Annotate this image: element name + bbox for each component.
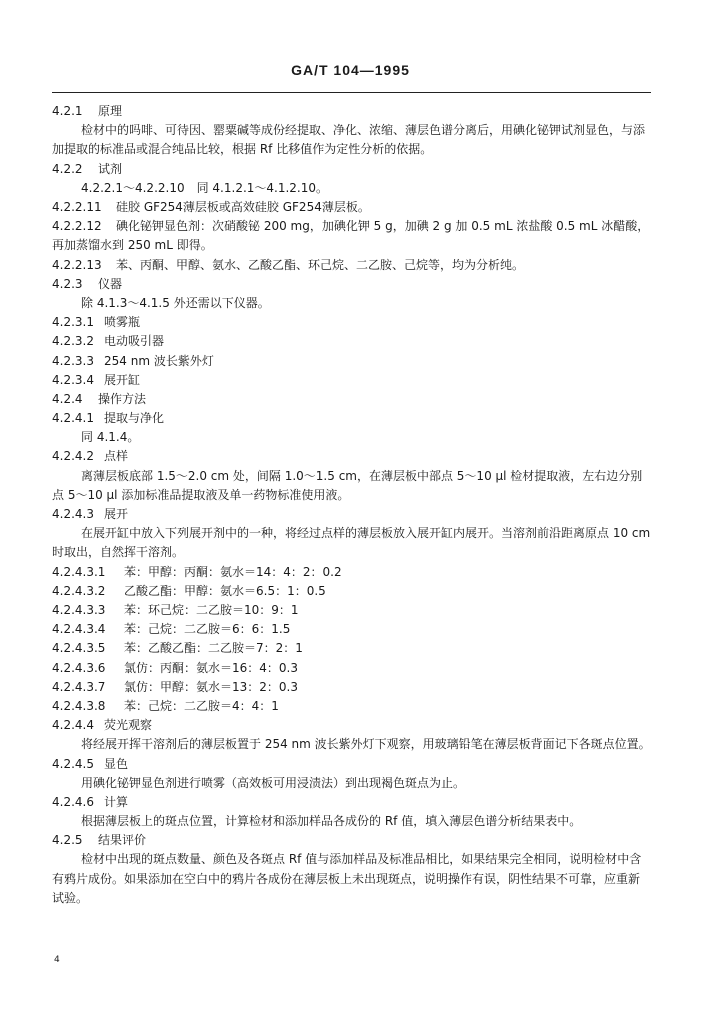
section-number: 4.2.4.3.3 [52,603,106,617]
section-heading [52,831,651,850]
section-heading [52,409,651,428]
section-heading [52,313,651,332]
section-text: 电动吸引器 [104,334,165,349]
section-text: 仪器 [98,276,123,291]
section-number: 4.2.2.11 [52,199,102,214]
section-heading [52,256,651,275]
section-heading [52,390,651,409]
section-number: 4.2.4.5 [52,756,94,771]
section-number: 4.2.2 [52,161,83,176]
section-number: 4.2.3.3 [52,353,94,368]
page-number: 4 [54,955,60,965]
paragraph: 将经展开挥干溶剂后的薄层板置于 254 nm 波长紫外灯下观察，用玻璃铅笔在薄层板背面记下各斑点位置。 [81,737,651,752]
section-number: 4.2.4.6 [52,794,94,809]
section-heading [52,678,651,697]
section-heading [52,505,651,524]
section-text: 苯：甲醇：丙酮：氨水＝14：4：2：0.2 [124,564,342,579]
section-heading [52,659,651,678]
section-text: 苯：环己烷：二乙胺＝10：9：1 [124,603,299,617]
section-text: 氯仿：甲醇：氨水＝13：2：0.3 [124,679,298,694]
section-text: 试剂 [98,161,123,176]
section-heading [52,601,651,620]
section-text: 操作方法 [98,391,147,406]
section-text: 苯：乙酸乙酯：二乙胺＝7：2：1 [124,641,303,656]
paragraph: 在展开缸中放入下列展开剂中的一种，将经过点样的薄层板放入展开缸内展开。当溶剂前沿距离原点 10 cm 时取出，自然挥干溶剂。 [52,526,651,560]
section-text: 计算 [104,794,129,809]
section-heading [52,793,651,812]
section-number: 4.2.3.2 [52,334,94,349]
section-text: 碘化铋钾显色剂：次硝酸铋 200 mg，加碘化钾 5 g，加碘 2 g 加 0.5 mL 浓盐酸 0.5 mL 冰醋酸，再加蒸馏水到 250 mL 即得。 [52,219,650,253]
section-number: 4.2.4.3.7 [52,679,106,694]
document-body [52,102,651,908]
section-text: 结果评价 [98,833,147,848]
standard-code-header: GA/T 104—1995 [291,62,410,78]
section-heading [52,352,651,371]
section-heading [52,275,651,294]
section-text: 254 nm 波长紫外灯 [104,353,214,368]
section-number: 4.2.5 [52,833,83,848]
section-number: 4.2.2.12 [52,219,102,234]
section-number: 4.2.3.1 [52,315,94,330]
section-text: 乙酸乙酯：甲醇：氨水＝6.5：1：0.5 [124,583,326,598]
section-text: 氯仿：丙酮：氨水＝16：4：0.3 [124,660,298,675]
section-number: 4.2.4.3.8 [52,698,106,713]
section-heading [52,755,651,774]
section-number: 4.2.4.3.1 [52,564,106,579]
indented-text: 同 4.1.4。 [81,430,140,445]
paragraph: 检材中出现的斑点数量、颜色及各斑点 Rf 值与添加样品及标准品相比，如果结果完全相同，说明检材中含有鸦片成份。如果添加在空白中的鸦片各成份在薄层板上未出现斑点，说明操作有误，阴性结果不可靠，应重新试验。 [52,852,642,905]
section-number: 4.2.3.4 [52,372,94,387]
section-heading [52,563,651,582]
section-heading [52,217,651,255]
section-number: 4.2.4.3.5 [52,641,106,656]
section-heading [52,371,651,390]
section-text: 苯：己烷：二乙胺＝6：6：1.5 [124,622,291,637]
section-text: 点样 [104,449,129,464]
section-heading [52,639,651,658]
section-heading [52,716,651,735]
paragraph: 用碘化铋钾显色剂进行喷雾（高效板可用浸渍法）到出现褐色斑点为止。 [81,775,466,790]
section-number: 4.2.4.4 [52,718,94,733]
section-text: 硅胶 GF254薄层板或高效硅胶 GF254薄层板。 [116,199,370,214]
section-heading [52,102,651,121]
paragraph: 根据薄层板上的斑点位置，计算检材和添加样品各成份的 Rf 值，填入薄层色谱分析结果表中。 [81,814,582,829]
section-heading [52,620,651,639]
section-heading [52,447,651,466]
paragraph: 离薄层板底部 1.5～2.0 cm 处，间隔 1.0～1.5 cm，在薄层板中部点 5～10 μl 检材提取液，左右边分别点 5～10 μl 添加标准品提取液及单一药物标准使用液。 [52,468,643,502]
section-text: 苯、丙酮、甲醇、氨水、乙酸乙酯、环己烷、二乙胺、己烷等，均为分析纯。 [116,257,525,272]
paragraph: 检材中的吗啡、可待因、罂粟碱等成份经提取、净化、浓缩、薄层色谱分离后，用碘化铋钾试剂显色，与添加提取的标准品或混合纯品比较，根据 Rf 比移值作为定性分析的依据。 [52,123,646,157]
section-heading [52,697,651,716]
section-text: 展开 [104,507,129,522]
section-number: 4.2.4.3.4 [52,622,106,637]
section-heading [52,332,651,351]
section-text: 荧光观察 [104,718,153,733]
section-number: 4.2.4.1 [52,411,94,426]
section-heading [52,160,651,179]
section-text: 展开缸 [104,372,141,387]
header-rule [52,92,651,93]
indented-text: 4.2.2.1～4.2.2.10 同 4.1.2.1～4.1.2.10。 [81,180,329,195]
section-text: 显色 [104,756,129,771]
section-number: 4.2.4.3 [52,507,94,522]
section-text: 喷雾瓶 [104,315,141,330]
section-heading [52,198,651,217]
section-number: 4.2.4.3.2 [52,583,106,598]
section-text: 提取与净化 [104,411,165,426]
section-number: 4.2.4.2 [52,449,94,464]
section-number: 4.2.1 [52,104,83,118]
section-text: 苯：己烷：二乙胺＝4：4：1 [124,698,279,713]
section-number: 4.2.4 [52,391,83,406]
section-number: 4.2.4.3.6 [52,660,106,675]
section-number: 4.2.3 [52,276,83,291]
section-text: 原理 [98,104,123,118]
section-number: 4.2.2.13 [52,257,102,272]
indented-text: 除 4.1.3～4.1.5 外还需以下仪器。 [81,295,270,310]
section-heading [52,582,651,601]
